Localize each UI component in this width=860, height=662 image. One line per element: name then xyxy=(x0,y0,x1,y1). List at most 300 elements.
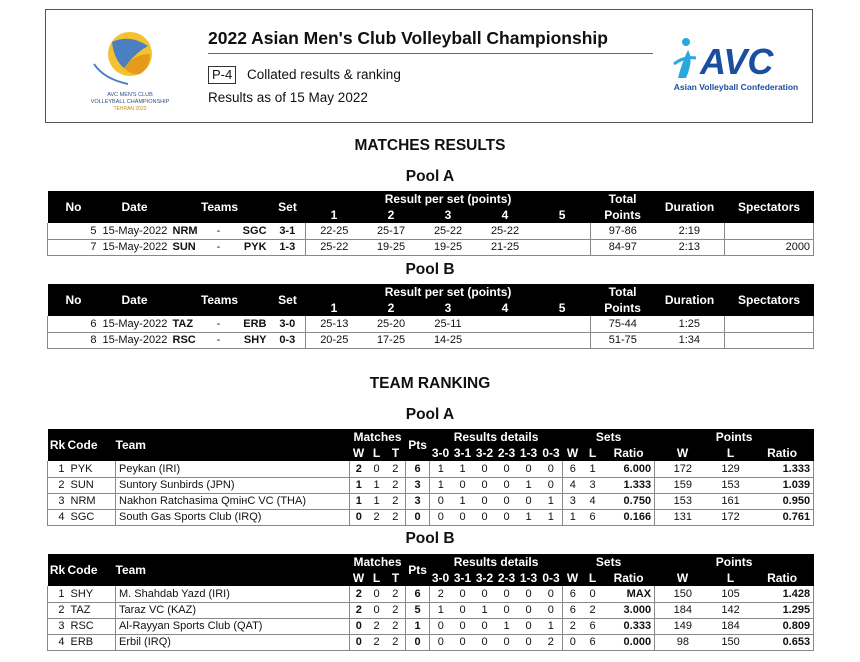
matches-total: 2 xyxy=(386,493,406,509)
col-result-per-set: Result per set (points) xyxy=(306,191,591,207)
col-detail-31: 3-1 xyxy=(452,445,474,461)
team-name: Suntory Sunbirds (JPN) xyxy=(116,477,350,493)
ranking-row xyxy=(48,618,814,634)
col-total-line1: Total xyxy=(591,284,655,300)
match-total-points: 75-44 xyxy=(591,316,655,332)
match-set-3-score: 14-25 xyxy=(420,332,477,348)
result-detail-1-3: 0 xyxy=(518,602,540,618)
col-points-l: L xyxy=(711,445,751,461)
match-date: 15-May-2022 xyxy=(100,316,170,332)
match-home-team: TAZ xyxy=(170,316,212,332)
match-duration: 2:19 xyxy=(655,223,725,239)
result-detail-2-3: 1 xyxy=(496,618,518,634)
matches-total: 2 xyxy=(386,634,406,650)
match-set-1-score: 25-22 xyxy=(306,239,363,255)
col-total-line2: Points xyxy=(591,207,655,223)
sets-ratio: 0.166 xyxy=(603,509,655,525)
match-set-1-score: 25-13 xyxy=(306,316,363,332)
matches-total: 2 xyxy=(386,586,406,602)
col-set-3: 3 xyxy=(420,300,477,316)
matches-rows xyxy=(48,223,814,255)
match-row xyxy=(48,239,814,255)
result-detail-3-1: 0 xyxy=(452,602,474,618)
match-away-team: ERB xyxy=(226,316,270,332)
col-rk: Rk xyxy=(48,554,68,586)
rank: 3 xyxy=(48,618,68,634)
points-won: 159 xyxy=(655,477,711,493)
match-total-points: 84-97 xyxy=(591,239,655,255)
match-duration: 1:34 xyxy=(655,332,725,348)
match-duration: 2:13 xyxy=(655,239,725,255)
sets-won: 2 xyxy=(563,618,583,634)
points-ratio: 0.950 xyxy=(751,493,814,509)
match-spectators: 2000 xyxy=(725,239,814,255)
logo-line-3: TEHRAN 2022 xyxy=(113,106,147,112)
matches-lost: 1 xyxy=(368,477,386,493)
match-row xyxy=(48,316,814,332)
table-header-row xyxy=(48,554,814,570)
document-subtitle: Collated results & ranking xyxy=(247,67,401,82)
match-set-4-score: 25-22 xyxy=(477,223,534,239)
match-set-3-score: 25-11 xyxy=(420,316,477,332)
points-lost: 161 xyxy=(711,493,751,509)
ranking-points: 1 xyxy=(406,618,430,634)
sets-ratio: 3.000 xyxy=(603,602,655,618)
result-detail-3-0: 2 xyxy=(430,586,452,602)
col-sets: Sets xyxy=(563,554,655,570)
col-matches: Matches xyxy=(350,429,406,445)
matches-lost: 1 xyxy=(368,493,386,509)
team-name: Erbil (IRQ) xyxy=(116,634,350,650)
col-result-per-set: Result per set (points) xyxy=(306,284,591,300)
match-set-3-score: 19-25 xyxy=(420,239,477,255)
match-set-5-score xyxy=(534,223,591,239)
ranking-points: 5 xyxy=(406,602,430,618)
match-away-team: SHY xyxy=(226,332,270,348)
team-code: SUN xyxy=(68,477,116,493)
col-set-2: 2 xyxy=(363,207,420,223)
result-detail-3-0: 0 xyxy=(430,618,452,634)
sets-ratio: MAX xyxy=(603,586,655,602)
result-detail-0-3: 0 xyxy=(540,477,563,493)
matches-lost: 0 xyxy=(368,586,386,602)
col-matches-t: T xyxy=(386,570,406,586)
team-code: SGC xyxy=(68,509,116,525)
rank: 2 xyxy=(48,602,68,618)
ranking-pool-b-table xyxy=(47,554,814,651)
table-header-row xyxy=(48,284,814,300)
result-detail-3-0: 0 xyxy=(430,509,452,525)
col-results-details: Results details xyxy=(430,429,563,445)
match-date: 15-May-2022 xyxy=(100,223,170,239)
sets-ratio: 6.000 xyxy=(603,461,655,477)
points-lost: 153 xyxy=(711,477,751,493)
col-spectators: Spectators xyxy=(725,191,814,223)
col-pts: Pts xyxy=(406,429,430,461)
team-code: TAZ xyxy=(68,602,116,618)
col-set-2: 2 xyxy=(363,300,420,316)
match-spectators xyxy=(725,316,814,332)
match-set-1-score: 20-25 xyxy=(306,332,363,348)
result-detail-3-2: 1 xyxy=(474,602,496,618)
document-header xyxy=(45,9,813,123)
match-row xyxy=(48,332,814,348)
result-detail-3-0: 1 xyxy=(430,477,452,493)
col-code: Code xyxy=(68,429,116,461)
rank: 1 xyxy=(48,586,68,602)
match-set-2-score: 19-25 xyxy=(363,239,420,255)
sets-won: 1 xyxy=(563,509,583,525)
points-won: 172 xyxy=(655,461,711,477)
result-detail-2-3: 0 xyxy=(496,461,518,477)
match-set-score: 0-3 xyxy=(270,332,306,348)
result-detail-3-1: 1 xyxy=(452,461,474,477)
result-detail-3-2: 0 xyxy=(474,509,496,525)
result-detail-2-3: 0 xyxy=(496,509,518,525)
result-detail-1-3: 0 xyxy=(518,634,540,650)
result-detail-1-3: 1 xyxy=(518,509,540,525)
sets-lost: 6 xyxy=(583,634,603,650)
col-detail-13: 1-3 xyxy=(518,445,540,461)
sets-won: 0 xyxy=(563,634,583,650)
sets-lost: 2 xyxy=(583,602,603,618)
col-detail-32: 3-2 xyxy=(474,445,496,461)
avc-caption: Asian Volleyball Confederation xyxy=(673,82,799,92)
rank: 4 xyxy=(48,509,68,525)
points-lost: 184 xyxy=(711,618,751,634)
sets-lost: 6 xyxy=(583,509,603,525)
team-code: SHY xyxy=(68,586,116,602)
col-code: Code xyxy=(68,554,116,586)
result-detail-0-3: 2 xyxy=(540,634,563,650)
match-no: 7 xyxy=(48,239,100,255)
match-total-points: 51-75 xyxy=(591,332,655,348)
points-lost: 142 xyxy=(711,602,751,618)
sets-won: 6 xyxy=(563,586,583,602)
team-name: South Gas Sports Club (IRQ) xyxy=(116,509,350,525)
match-set-2-score: 25-17 xyxy=(363,223,420,239)
col-duration: Duration xyxy=(655,191,725,223)
matches-won: 0 xyxy=(350,509,368,525)
col-total-line1: Total xyxy=(591,191,655,207)
result-detail-0-3: 0 xyxy=(540,461,563,477)
col-matches-w: W xyxy=(350,570,368,586)
rank: 2 xyxy=(48,477,68,493)
match-set-score: 3-1 xyxy=(270,223,306,239)
result-detail-3-0: 0 xyxy=(430,634,452,650)
col-sets-l: L xyxy=(583,570,603,586)
match-row xyxy=(48,223,814,239)
col-set-1: 1 xyxy=(306,300,363,316)
points-won: 184 xyxy=(655,602,711,618)
match-team-separator: - xyxy=(212,332,226,348)
matches-lost: 0 xyxy=(368,602,386,618)
ranking-points: 6 xyxy=(406,461,430,477)
table-header-row xyxy=(48,191,814,207)
match-set-4-score xyxy=(477,316,534,332)
matches-total: 2 xyxy=(386,509,406,525)
ranking-section-title: TEAM RANKING xyxy=(369,375,491,392)
result-detail-0-3: 1 xyxy=(540,493,563,509)
col-sets-ratio: Ratio xyxy=(603,445,655,461)
match-no: 5 xyxy=(48,223,100,239)
rank: 3 xyxy=(48,493,68,509)
col-points-w: W xyxy=(655,445,711,461)
result-detail-3-2: 0 xyxy=(474,477,496,493)
col-matches: Matches xyxy=(350,554,406,570)
points-won: 149 xyxy=(655,618,711,634)
col-team: Team xyxy=(116,429,350,461)
matches-won: 1 xyxy=(350,493,368,509)
col-detail-23: 2-3 xyxy=(496,445,518,461)
result-detail-3-0: 1 xyxy=(430,461,452,477)
result-detail-3-1: 0 xyxy=(452,477,474,493)
team-code: NRM xyxy=(68,493,116,509)
team-code: PYK xyxy=(68,461,116,477)
ranking-pool-a-table xyxy=(47,429,814,526)
sets-lost: 3 xyxy=(583,477,603,493)
result-detail-3-2: 0 xyxy=(474,493,496,509)
sets-ratio: 0.750 xyxy=(603,493,655,509)
col-detail-03: 0-3 xyxy=(540,570,563,586)
result-detail-2-3: 0 xyxy=(496,477,518,493)
result-detail-0-3: 0 xyxy=(540,602,563,618)
ranking-rows xyxy=(48,461,814,525)
points-ratio: 1.039 xyxy=(751,477,814,493)
col-set-4: 4 xyxy=(477,207,534,223)
col-detail-30: 3-0 xyxy=(430,445,452,461)
team-name: Nakhon Ratchasima QmінC VC (THA) xyxy=(116,493,350,509)
sets-won: 3 xyxy=(563,493,583,509)
ranking-rows xyxy=(48,586,814,650)
sets-lost: 0 xyxy=(583,586,603,602)
points-ratio: 1.333 xyxy=(751,461,814,477)
match-total-points: 97-86 xyxy=(591,223,655,239)
reference-code: P-4 xyxy=(208,66,236,84)
col-matches-l: L xyxy=(368,570,386,586)
result-detail-3-1: 1 xyxy=(452,493,474,509)
points-lost: 172 xyxy=(711,509,751,525)
matches-won: 0 xyxy=(350,618,368,634)
sets-lost: 6 xyxy=(583,618,603,634)
result-detail-3-0: 0 xyxy=(430,493,452,509)
match-home-team: NRM xyxy=(170,223,212,239)
match-set-4-score: 21-25 xyxy=(477,239,534,255)
col-set-4: 4 xyxy=(477,300,534,316)
ranking-points: 0 xyxy=(406,509,430,525)
col-detail-30: 3-0 xyxy=(430,570,452,586)
matches-total: 2 xyxy=(386,477,406,493)
avc-logo-text: AVC xyxy=(700,41,774,82)
match-set-2-score: 17-25 xyxy=(363,332,420,348)
col-set: Set xyxy=(270,191,306,223)
ranking-row xyxy=(48,634,814,650)
match-away-team: SGC xyxy=(226,223,270,239)
matches-won: 1 xyxy=(350,477,368,493)
points-won: 98 xyxy=(655,634,711,650)
col-results-details: Results details xyxy=(430,554,563,570)
match-set-1-score: 22-25 xyxy=(306,223,363,239)
col-points: Points xyxy=(655,554,814,570)
sets-won: 4 xyxy=(563,477,583,493)
team-code: RSC xyxy=(68,618,116,634)
matches-pool-a-table xyxy=(47,191,814,256)
result-detail-3-1: 0 xyxy=(452,586,474,602)
col-set-3: 3 xyxy=(420,207,477,223)
sets-ratio: 0.333 xyxy=(603,618,655,634)
points-ratio: 1.428 xyxy=(751,586,814,602)
result-detail-0-3: 1 xyxy=(540,509,563,525)
team-name: Peykan (IRI) xyxy=(116,461,350,477)
rank: 4 xyxy=(48,634,68,650)
results-as-of: Results as of 15 May 2022 xyxy=(208,90,368,105)
matches-won: 0 xyxy=(350,634,368,650)
sets-ratio: 0.000 xyxy=(603,634,655,650)
col-no: No xyxy=(48,284,100,316)
col-detail-23: 2-3 xyxy=(496,570,518,586)
ranking-row xyxy=(48,461,814,477)
result-detail-1-3: 0 xyxy=(518,586,540,602)
document-title: 2022 Asian Men's Club Volleyball Championship xyxy=(208,28,608,48)
col-duration: Duration xyxy=(655,284,725,316)
matches-total: 2 xyxy=(386,461,406,477)
col-total-line2: Points xyxy=(591,300,655,316)
table-header-row xyxy=(48,429,814,445)
matches-lost: 2 xyxy=(368,634,386,650)
col-date: Date xyxy=(100,191,170,223)
col-teams: Teams xyxy=(170,284,270,316)
result-detail-2-3: 0 xyxy=(496,602,518,618)
col-points-ratio: Ratio xyxy=(751,570,814,586)
team-name: Al-Rayyan Sports Club (QAT) xyxy=(116,618,350,634)
team-name: Taraz VC (KAZ) xyxy=(116,602,350,618)
col-no: No xyxy=(48,191,100,223)
match-duration: 1:25 xyxy=(655,316,725,332)
points-ratio: 0.653 xyxy=(751,634,814,650)
match-team-separator: - xyxy=(212,239,226,255)
rank: 1 xyxy=(48,461,68,477)
matches-won: 2 xyxy=(350,602,368,618)
col-matches-t: T xyxy=(386,445,406,461)
result-detail-2-3: 0 xyxy=(496,586,518,602)
match-date: 15-May-2022 xyxy=(100,332,170,348)
result-detail-3-2: 0 xyxy=(474,634,496,650)
ranking-points: 0 xyxy=(406,634,430,650)
result-detail-2-3: 0 xyxy=(496,493,518,509)
col-matches-w: W xyxy=(350,445,368,461)
match-set-score: 3-0 xyxy=(270,316,306,332)
col-sets: Sets xyxy=(563,429,655,445)
result-detail-0-3: 1 xyxy=(540,618,563,634)
col-date: Date xyxy=(100,284,170,316)
ranking-pool-a-title: Pool A xyxy=(405,406,455,423)
matches-section-title: MATCHES RESULTS xyxy=(354,137,506,154)
ranking-points: 3 xyxy=(406,493,430,509)
points-won: 153 xyxy=(655,493,711,509)
match-set-4-score xyxy=(477,332,534,348)
col-teams: Teams xyxy=(170,191,270,223)
ranking-points: 3 xyxy=(406,477,430,493)
result-detail-3-0: 1 xyxy=(430,602,452,618)
sets-ratio: 1.333 xyxy=(603,477,655,493)
logo-line-1: AVC MEN'S CLUB xyxy=(107,92,153,98)
col-detail-32: 3-2 xyxy=(474,570,496,586)
match-home-team: RSC xyxy=(170,332,212,348)
col-detail-31: 3-1 xyxy=(452,570,474,586)
matches-won: 2 xyxy=(350,586,368,602)
match-home-team: SUN xyxy=(170,239,212,255)
result-detail-3-1: 0 xyxy=(452,618,474,634)
matches-lost: 0 xyxy=(368,461,386,477)
col-sets-w: W xyxy=(563,570,583,586)
points-lost: 105 xyxy=(711,586,751,602)
match-spectators xyxy=(725,332,814,348)
points-won: 150 xyxy=(655,586,711,602)
col-set-1: 1 xyxy=(306,207,363,223)
sets-lost: 4 xyxy=(583,493,603,509)
result-detail-1-3: 0 xyxy=(518,461,540,477)
col-pts: Pts xyxy=(406,554,430,586)
col-matches-l: L xyxy=(368,445,386,461)
match-set-2-score: 25-20 xyxy=(363,316,420,332)
col-spectators: Spectators xyxy=(725,284,814,316)
col-points-l: L xyxy=(711,570,751,586)
points-ratio: 0.761 xyxy=(751,509,814,525)
ranking-row xyxy=(48,493,814,509)
col-points-w: W xyxy=(655,570,711,586)
matches-pool-b-title: Pool B xyxy=(405,261,455,278)
logo-line-2: VOLLEYBALL CHAMPIONSHIP xyxy=(90,99,170,105)
col-detail-03: 0-3 xyxy=(540,445,563,461)
matches-won: 2 xyxy=(350,461,368,477)
sets-won: 6 xyxy=(563,602,583,618)
col-sets-l: L xyxy=(583,445,603,461)
matches-total: 2 xyxy=(386,602,406,618)
result-detail-1-3: 0 xyxy=(518,493,540,509)
matches-lost: 2 xyxy=(368,618,386,634)
ranking-row xyxy=(48,586,814,602)
result-detail-1-3: 0 xyxy=(518,618,540,634)
ranking-pool-b-title: Pool B xyxy=(405,530,455,547)
result-detail-3-1: 0 xyxy=(452,634,474,650)
col-set: Set xyxy=(270,284,306,316)
points-ratio: 1.295 xyxy=(751,602,814,618)
match-no: 6 xyxy=(48,316,100,332)
match-set-5-score xyxy=(534,332,591,348)
team-code: ERB xyxy=(68,634,116,650)
col-sets-w: W xyxy=(563,445,583,461)
match-set-score: 1-3 xyxy=(270,239,306,255)
result-detail-2-3: 0 xyxy=(496,634,518,650)
matches-total: 2 xyxy=(386,618,406,634)
col-points-ratio: Ratio xyxy=(751,445,814,461)
match-set-5-score xyxy=(534,239,591,255)
result-detail-3-2: 0 xyxy=(474,586,496,602)
title-divider xyxy=(208,53,653,54)
match-spectators xyxy=(725,223,814,239)
points-lost: 150 xyxy=(711,634,751,650)
match-date: 15-May-2022 xyxy=(100,239,170,255)
matches-pool-b-table xyxy=(47,284,814,349)
sets-won: 6 xyxy=(563,461,583,477)
col-set-5: 5 xyxy=(534,300,591,316)
col-points: Points xyxy=(655,429,814,445)
col-rk: Rk xyxy=(48,429,68,461)
col-set-5: 5 xyxy=(534,207,591,223)
result-detail-3-1: 0 xyxy=(452,509,474,525)
ranking-row xyxy=(48,509,814,525)
match-no: 8 xyxy=(48,332,100,348)
